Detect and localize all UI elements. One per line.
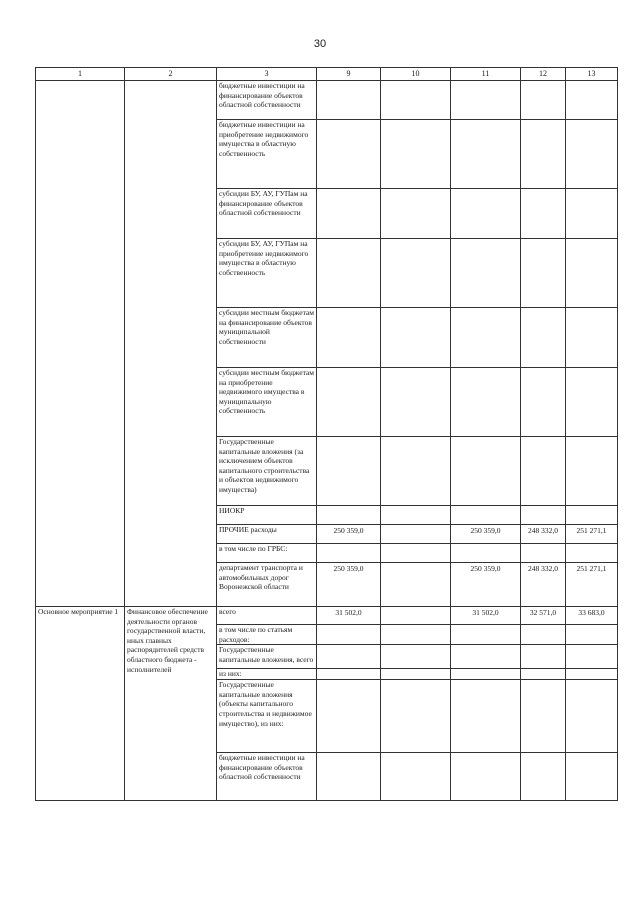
header-cell: 9 <box>317 68 381 81</box>
value-cell: 251 271,1 <box>566 563 618 607</box>
main-activity-label: Основное мероприятие 1 <box>36 607 125 801</box>
row-label: НИОКР <box>217 506 317 525</box>
value-cell <box>381 645 451 669</box>
value-cell <box>317 680 381 753</box>
header-cell: 12 <box>521 68 566 81</box>
value-cell <box>521 544 566 563</box>
col2-cell <box>125 81 217 607</box>
value-cell <box>566 81 618 120</box>
table-body <box>36 68 618 801</box>
value-cell: 250 359,0 <box>317 563 381 607</box>
header-cell: 11 <box>451 68 521 81</box>
value-cell <box>521 753 566 801</box>
value-cell: 250 359,0 <box>317 525 381 544</box>
header-cell: 13 <box>566 68 618 81</box>
value-cell <box>381 607 451 625</box>
value-cell <box>521 625 566 645</box>
value-cell <box>451 189 521 239</box>
value-cell <box>521 81 566 120</box>
value-cell <box>566 368 618 437</box>
row-label: департамент транспорта и автомобильных дорог Воронежской области <box>217 563 317 607</box>
value-cell: 250 359,0 <box>451 525 521 544</box>
value-cell <box>521 239 566 308</box>
value-cell <box>381 544 451 563</box>
value-cell: 33 683,0 <box>566 607 618 625</box>
value-cell <box>317 437 381 506</box>
value-cell <box>317 645 381 669</box>
row-label: всего <box>217 607 317 625</box>
value-cell <box>381 120 451 189</box>
table-row <box>36 81 618 120</box>
value-cell <box>381 368 451 437</box>
row-label: субсидии местным бюджетам на приобретение недвижимого имущества в муниципальную собственность <box>217 368 317 437</box>
value-cell <box>521 645 566 669</box>
value-cell <box>381 506 451 525</box>
row-label: Государственные капитальные вложения, всего <box>217 645 317 669</box>
row-label: из них: <box>217 669 317 680</box>
value-cell <box>566 669 618 680</box>
value-cell <box>381 563 451 607</box>
value-cell <box>521 437 566 506</box>
value-cell <box>566 753 618 801</box>
header-cell: 1 <box>36 68 125 81</box>
header-row <box>36 68 618 81</box>
value-cell <box>381 437 451 506</box>
header-cell: 2 <box>125 68 217 81</box>
value-cell <box>451 544 521 563</box>
value-cell <box>317 669 381 680</box>
value-cell <box>381 81 451 120</box>
value-cell <box>521 189 566 239</box>
value-cell <box>381 239 451 308</box>
activity-description: Финансовое обеспечение деятельности органов государственной власти, иных главных распорядителей средств областного бюджета - исполнителей <box>125 607 217 801</box>
row-label: в том числе по ГРБС: <box>217 544 317 563</box>
value-cell <box>317 239 381 308</box>
value-cell <box>317 81 381 120</box>
value-cell <box>381 669 451 680</box>
value-cell <box>566 437 618 506</box>
page-number: 30 <box>313 38 327 50</box>
value-cell <box>451 625 521 645</box>
row-label: бюджетные инвестиции на финансирование объектов областной собственности <box>217 753 317 801</box>
value-cell <box>317 544 381 563</box>
value-cell <box>521 308 566 368</box>
value-cell <box>451 753 521 801</box>
value-cell <box>521 120 566 189</box>
value-cell <box>381 753 451 801</box>
col1-cell <box>36 81 125 607</box>
value-cell <box>451 506 521 525</box>
value-cell <box>317 753 381 801</box>
value-cell <box>317 189 381 239</box>
value-cell <box>451 239 521 308</box>
value-cell <box>451 680 521 753</box>
value-cell <box>381 680 451 753</box>
value-cell <box>521 680 566 753</box>
value-cell <box>566 645 618 669</box>
budget-table <box>35 67 618 801</box>
value-cell <box>317 120 381 189</box>
value-cell <box>521 669 566 680</box>
value-cell <box>381 308 451 368</box>
value-cell <box>566 544 618 563</box>
row-label: субсидии БУ, АУ, ГУПам на финансирование объектов областной собственности <box>217 189 317 239</box>
value-cell: 248 332,0 <box>521 525 566 544</box>
header-cell: 3 <box>217 68 317 81</box>
value-cell: 31 502,0 <box>451 607 521 625</box>
value-cell <box>317 368 381 437</box>
value-cell <box>566 120 618 189</box>
value-cell <box>381 625 451 645</box>
value-cell <box>566 680 618 753</box>
row-label: ПРОЧИЕ расходы <box>217 525 317 544</box>
value-cell <box>566 308 618 368</box>
value-cell <box>566 239 618 308</box>
value-cell <box>521 506 566 525</box>
value-cell: 248 332,0 <box>521 563 566 607</box>
value-cell <box>566 625 618 645</box>
value-cell <box>317 506 381 525</box>
value-cell <box>317 308 381 368</box>
value-cell <box>451 308 521 368</box>
row-label: субсидии БУ, АУ, ГУПам на приобретение недвижимого имущества в областную собственность <box>217 239 317 308</box>
value-cell: 31 502,0 <box>317 607 381 625</box>
value-cell <box>451 437 521 506</box>
row-label: Государственные капитальные вложения (за исключением объектов капитального строительства и объектов недвижимого имущества) <box>217 437 317 506</box>
value-cell <box>451 645 521 669</box>
row-label: бюджетные инвестиции на финансирование объектов областной собственности <box>217 81 317 120</box>
value-cell <box>566 189 618 239</box>
row-label: Государственные капитальные вложения (объекты капитального строительства и недвижимое имущество), из них: <box>217 680 317 753</box>
row-label: в том числе по статьям расходов: <box>217 625 317 645</box>
value-cell: 251 271,1 <box>566 525 618 544</box>
row-label: субсидии местным бюджетам на финансирование объектов муниципальной собственности <box>217 308 317 368</box>
row-label: бюджетные инвестиции на приобретение недвижимого имущества в областную собственность <box>217 120 317 189</box>
table-row <box>36 607 618 625</box>
value-cell: 250 359,0 <box>451 563 521 607</box>
value-cell <box>451 669 521 680</box>
value-cell <box>566 506 618 525</box>
value-cell <box>451 120 521 189</box>
value-cell <box>451 368 521 437</box>
value-cell: 32 571,0 <box>521 607 566 625</box>
value-cell <box>451 81 521 120</box>
value-cell <box>381 525 451 544</box>
header-cell: 10 <box>381 68 451 81</box>
value-cell <box>381 189 451 239</box>
value-cell <box>317 625 381 645</box>
value-cell <box>521 368 566 437</box>
